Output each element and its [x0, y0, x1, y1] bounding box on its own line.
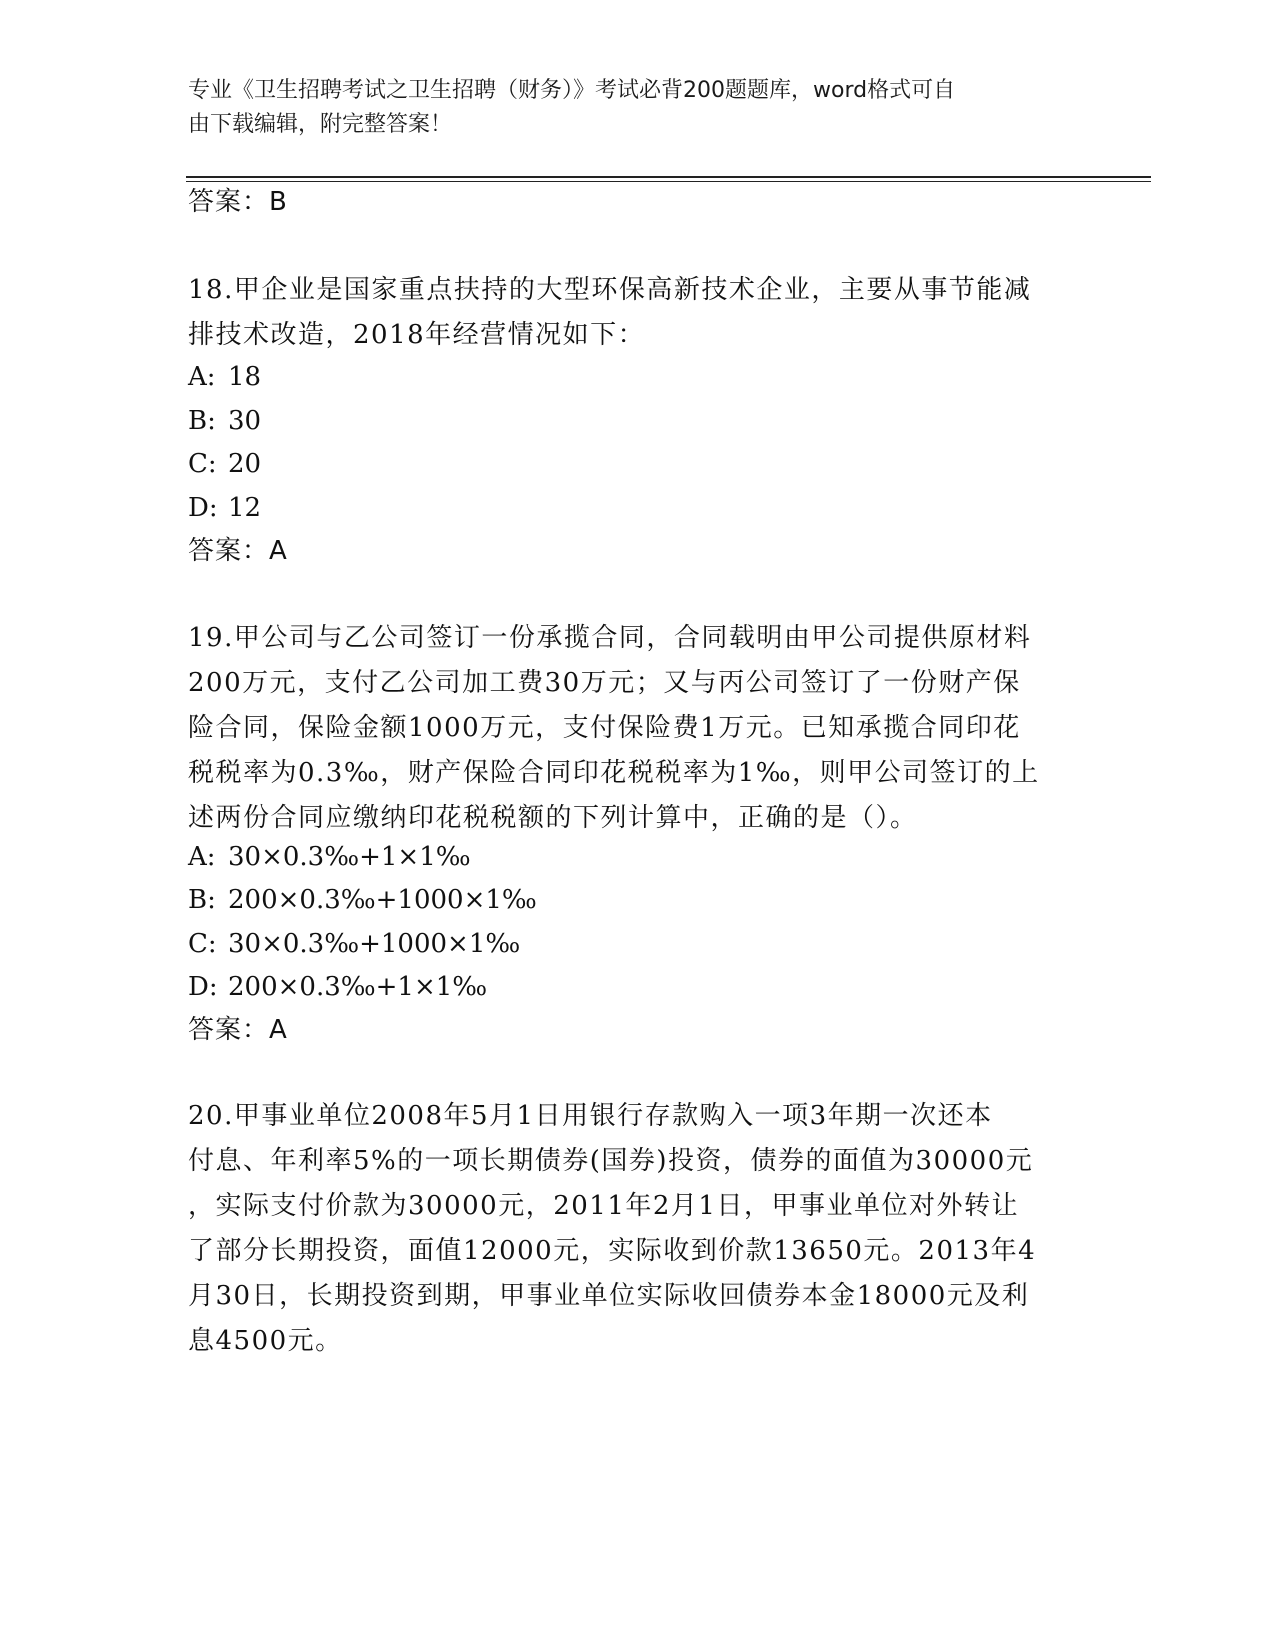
header-line: 由下载编辑，附完整答案！ [188, 112, 453, 137]
question-line: 20.甲事业单位2008年5月1日用银行存款购入一项3年期一次还本 [188, 1101, 993, 1131]
option-c [188, 927, 520, 961]
option-key: C: [188, 449, 217, 479]
answer-value: A [269, 536, 288, 566]
question-18 [188, 268, 1078, 358]
option-text: 12 [228, 493, 262, 523]
header-divider-thin [186, 181, 1151, 182]
option-key: D: [188, 972, 218, 1002]
option-d [188, 970, 487, 1004]
option-text: 200×0.3‰+1×1‰ [228, 972, 488, 1002]
question-line: 19.甲公司与乙公司签订一份承揽合同，合同载明由甲公司提供原材料 [188, 623, 1032, 653]
answer-label: 答案： [188, 536, 270, 566]
question-line: 200万元，支付乙公司加工费30万元；又与丙公司签订了一份财产保 [188, 668, 1021, 698]
question-line: ，实际支付价款为30000元，2011年2月1日，甲事业单位对外转让 [188, 1191, 1019, 1221]
option-key: A: [188, 842, 216, 872]
option-text: 20 [228, 449, 262, 479]
option-text: 200×0.3‰+1000×1‰ [228, 885, 537, 915]
answer-label: 答案： [188, 187, 270, 217]
option-b [188, 883, 537, 917]
question-20 [188, 1094, 1078, 1364]
answer-label: 答案： [188, 1015, 270, 1045]
header-divider [186, 176, 1151, 178]
answer-line [188, 185, 288, 219]
answer-value: A [269, 1015, 288, 1045]
option-key: C: [188, 929, 217, 959]
option-key: B: [188, 406, 216, 436]
answer-line [188, 1013, 288, 1047]
question-line: 述两份合同应缴纳印花税税额的下列计算中，正确的是（）。 [188, 803, 918, 833]
question-line: 18.甲企业是国家重点扶持的大型环保高新技术企业，主要从事节能减 [188, 275, 1032, 305]
option-text: 30 [228, 406, 262, 436]
option-text: 30×0.3‰+1×1‰ [228, 842, 471, 872]
option-a [188, 360, 261, 394]
option-c [188, 447, 261, 481]
document-header [188, 74, 1068, 142]
option-text: 18 [228, 362, 262, 392]
answer-value: B [269, 187, 288, 217]
option-key: B: [188, 885, 216, 915]
option-b [188, 404, 261, 438]
question-19 [188, 616, 1078, 841]
option-a [188, 840, 471, 874]
header-line: 专业《卫生招聘考试之卫生招聘（财务）》考试必背200题题库，word格式可自 [188, 78, 956, 103]
question-line: 月30日，长期投资到期，甲事业单位实际收回债券本金18000元及利 [188, 1281, 1030, 1311]
question-line: 付息、年利率5%的一项长期债券(国券)投资，债券的面值为30000元 [188, 1146, 1034, 1176]
option-key: A: [188, 362, 216, 392]
option-d [188, 491, 261, 525]
question-line: 险合同，保险金额1000万元，支付保险费1万元。已知承揽合同印花 [188, 713, 1021, 743]
option-key: D: [188, 493, 218, 523]
question-line: 息4500元。 [188, 1326, 343, 1356]
question-line: 了部分长期投资，面值12000元，实际收到价款13650元。2013年4 [188, 1236, 1037, 1266]
answer-line [188, 534, 288, 568]
question-line: 税税率为0.3‰，财产保险合同印花税税率为1‰，则甲公司签订的上 [188, 758, 1040, 788]
option-text: 30×0.3‰+1000×1‰ [228, 929, 521, 959]
question-line: 排技术改造，2018年经营情况如下： [188, 320, 646, 350]
